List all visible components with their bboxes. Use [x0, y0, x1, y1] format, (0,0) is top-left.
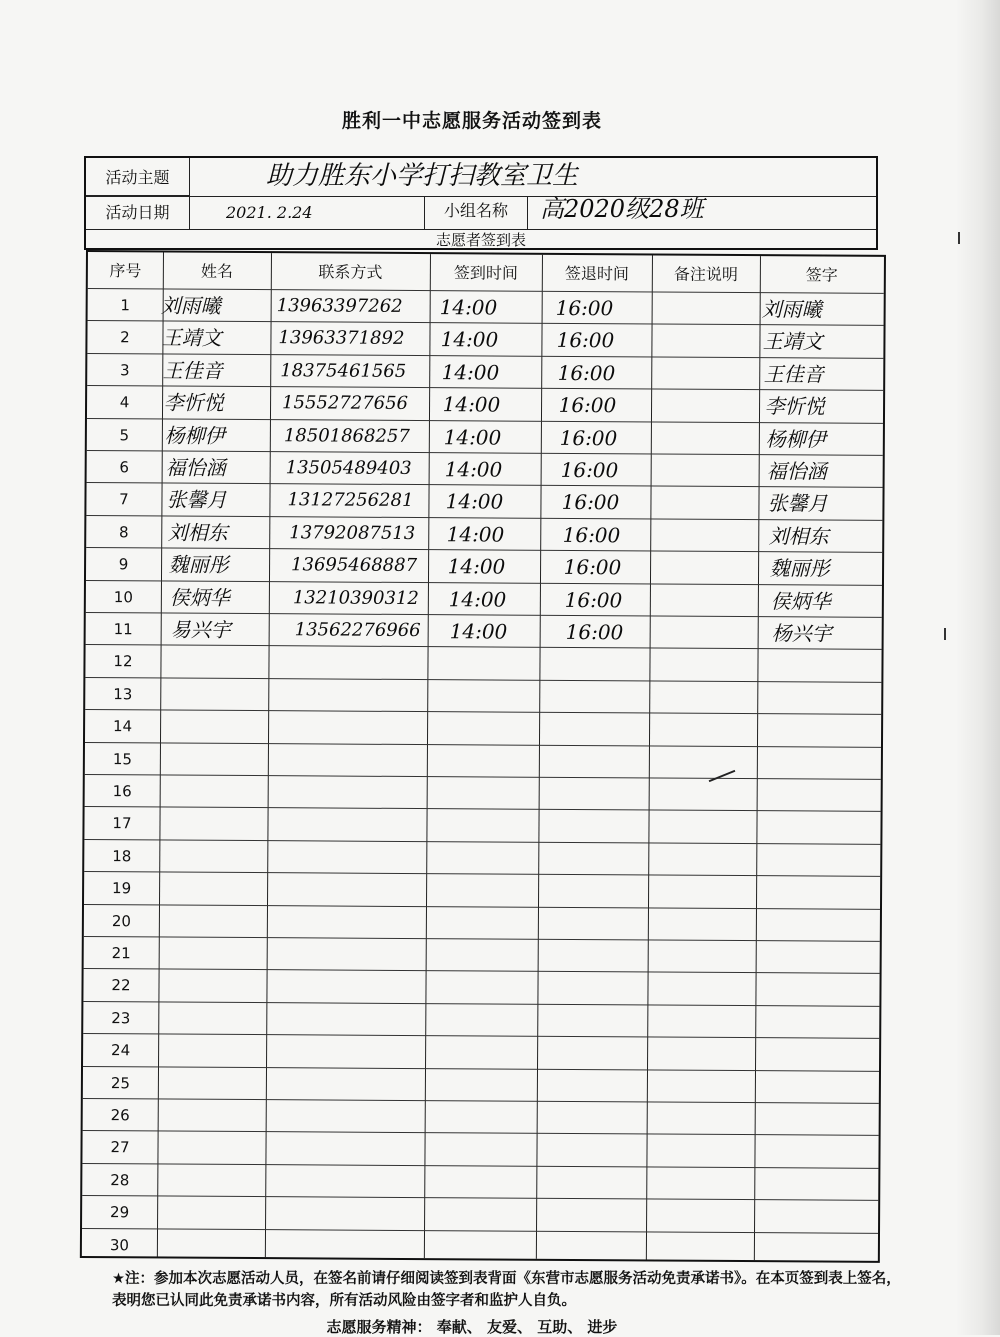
cell-name: 张馨月	[166, 487, 227, 513]
row-number: 28	[110, 1170, 130, 1190]
table-row	[85, 677, 881, 714]
cell-out: 16:00	[563, 555, 622, 580]
cell-name: 李忻悦	[163, 390, 224, 416]
cell-in: 14:00	[446, 522, 505, 547]
row-number: 4	[119, 393, 130, 412]
table-row	[84, 806, 880, 843]
table-row	[87, 320, 883, 357]
cell-name: 福怡涵	[165, 455, 226, 480]
cell-out: 16:00	[559, 425, 618, 450]
row-number: 25	[110, 1073, 131, 1092]
cell-out: 16:00	[560, 457, 619, 483]
row-number: 17	[112, 814, 132, 833]
cell-sign: 杨兴宇	[771, 621, 832, 646]
cell-sign: 福怡涵	[766, 459, 827, 484]
table-row	[86, 515, 882, 552]
cell-phone: 13695468887	[291, 554, 418, 577]
cell-in: 14:00	[442, 392, 501, 417]
table-row	[83, 1098, 879, 1135]
cell-in: 14:00	[440, 327, 499, 352]
cell-sign: 魏丽彤	[769, 556, 830, 581]
table-row	[87, 418, 883, 455]
column-header: 签退时间	[564, 263, 629, 284]
row-number: 29	[110, 1203, 130, 1222]
cell-out: 16:00	[558, 393, 617, 418]
row-number: 26	[110, 1106, 130, 1125]
cell-in: 14:00	[449, 619, 508, 644]
cell-name: 刘雨曦	[160, 293, 221, 318]
cell-in: 14:00	[447, 554, 506, 579]
cell-name: 王佳音	[162, 358, 223, 383]
date-value: 2021. 2.24	[226, 203, 313, 222]
row-number: 16	[112, 782, 132, 801]
date-label: 活动日期	[86, 197, 190, 229]
table-row	[86, 612, 882, 649]
table-row	[82, 1195, 878, 1232]
table-row	[88, 288, 884, 325]
edge-mark	[958, 232, 960, 244]
table-row	[86, 482, 882, 519]
cell-in: 14:00	[444, 457, 503, 482]
group-value: 高2020级28班	[540, 195, 704, 223]
row-number: 13	[113, 684, 133, 704]
topic-value: 助力胜东小学打扫教室卫生	[266, 161, 579, 191]
table-row	[86, 547, 882, 584]
row-number: 3	[119, 361, 130, 380]
row-number: 22	[111, 976, 131, 995]
row-number: 7	[119, 490, 129, 509]
cell-sign: 杨柳伊	[765, 426, 826, 452]
table-row	[85, 742, 881, 779]
cell-phone: 15552727656	[282, 392, 409, 415]
cell-in: 14:00	[445, 489, 504, 514]
cell-out: 16:00	[556, 328, 615, 353]
cell-sign: 张馨月	[767, 491, 828, 516]
cell-in: 14:00	[443, 424, 502, 450]
activity-header-table	[84, 156, 878, 250]
table-row	[87, 450, 883, 487]
table-row	[82, 1228, 878, 1265]
row-number: 24	[111, 1041, 131, 1060]
cell-phone: 13792087513	[289, 522, 416, 544]
cell-phone: 18375461565	[280, 359, 407, 382]
cell-out: 16:00	[562, 522, 621, 548]
cell-name: 王靖文	[161, 325, 222, 351]
row-number: 11	[113, 620, 133, 639]
table-row	[84, 871, 880, 908]
cell-in: 14:00	[439, 295, 498, 320]
cell-out: 16:00	[555, 295, 614, 321]
table-row	[86, 580, 882, 617]
row-number: 18	[112, 846, 132, 866]
group-label: 小组名称	[424, 197, 528, 229]
table-row	[84, 839, 880, 876]
table-row	[85, 709, 881, 746]
column-header: 签字	[805, 265, 838, 285]
cell-phone: 13963371892	[278, 327, 405, 350]
row-number: 6	[119, 458, 129, 477]
volunteer-spirit: 志愿服务精神： 奉献、 友爱、 互助、 进步	[326, 1318, 618, 1336]
row-number: 9	[118, 555, 129, 574]
row-number: 1	[120, 296, 130, 315]
signin-table	[80, 250, 886, 1263]
table-row	[83, 1001, 879, 1038]
table-row	[82, 1163, 878, 1200]
cell-in: 14:00	[441, 359, 500, 385]
cell-in: 14:00	[448, 586, 507, 612]
cell-out: 16:00	[565, 619, 624, 645]
cell-phone: 18501868257	[283, 424, 410, 447]
cell-sign: 刘雨曦	[761, 297, 822, 322]
table-row	[87, 353, 883, 390]
row-number: 20	[111, 911, 132, 930]
cell-sign: 侯炳华	[770, 588, 831, 614]
cell-phone: 13562276966	[294, 619, 421, 642]
table-row	[84, 904, 880, 941]
table-row	[83, 1066, 879, 1103]
page-edge-shadow	[955, 0, 1000, 1335]
cell-sign: 王佳音	[763, 361, 824, 387]
cell-out: 16:00	[561, 490, 620, 515]
cell-sign: 刘相东	[768, 523, 829, 549]
row-number: 2	[120, 328, 130, 347]
row-number: 12	[113, 652, 133, 671]
row-number: 15	[112, 749, 132, 768]
table-row	[83, 968, 879, 1005]
cell-name: 杨柳伊	[164, 423, 225, 448]
row-number: 10	[113, 587, 133, 606]
cell-out: 16:00	[564, 587, 623, 612]
table-row	[87, 385, 883, 422]
table-row	[85, 644, 881, 681]
table-row	[83, 1033, 879, 1070]
row-number: 8	[118, 523, 129, 542]
signin-section-title: 志愿者签到表	[435, 231, 526, 249]
cell-phone: 13505489403	[285, 457, 412, 479]
cell-name: 刘相东	[167, 520, 228, 545]
cell-name: 侯炳华	[169, 585, 230, 610]
row-number: 19	[111, 879, 132, 898]
cell-sign: 李忻悦	[764, 394, 825, 419]
edge-mark	[944, 628, 946, 640]
row-number: 27	[110, 1138, 130, 1157]
table-row	[84, 936, 880, 973]
cell-phone: 13210390312	[292, 586, 419, 609]
cell-sign: 王靖文	[762, 329, 823, 354]
row-number: 5	[119, 425, 130, 444]
cell-phone: 13127256281	[287, 489, 414, 512]
cell-phone: 13963397262	[276, 295, 403, 317]
row-number: 30	[109, 1235, 130, 1254]
column-header: 备注说明	[673, 264, 738, 284]
column-header: 姓名	[200, 261, 233, 281]
column-header: 联系方式	[318, 262, 383, 282]
column-header: 签到时间	[453, 263, 518, 283]
row-number: 21	[111, 944, 131, 963]
footnote: ★注：参加本次志愿活动人员，在签名前请仔细阅读签到表背面《东营市志愿服务活动免责承诺书》。在本页签到表上签名，表明您已认同此免责承诺书内容，所有活动风险由签字者和监护人自负。	[112, 1271, 901, 1309]
table-row	[85, 774, 881, 811]
form-title: 胜利一中志愿服务活动签到表	[341, 110, 602, 132]
column-header: 序号	[109, 261, 142, 281]
cell-name: 魏丽彤	[168, 552, 229, 578]
cell-out: 16:00	[557, 360, 616, 386]
cell-name: 易兴宇	[170, 617, 231, 642]
row-number: 23	[111, 1008, 131, 1028]
row-number: 14	[112, 717, 133, 736]
table-row	[82, 1130, 878, 1167]
topic-label: 活动主题	[86, 158, 190, 196]
